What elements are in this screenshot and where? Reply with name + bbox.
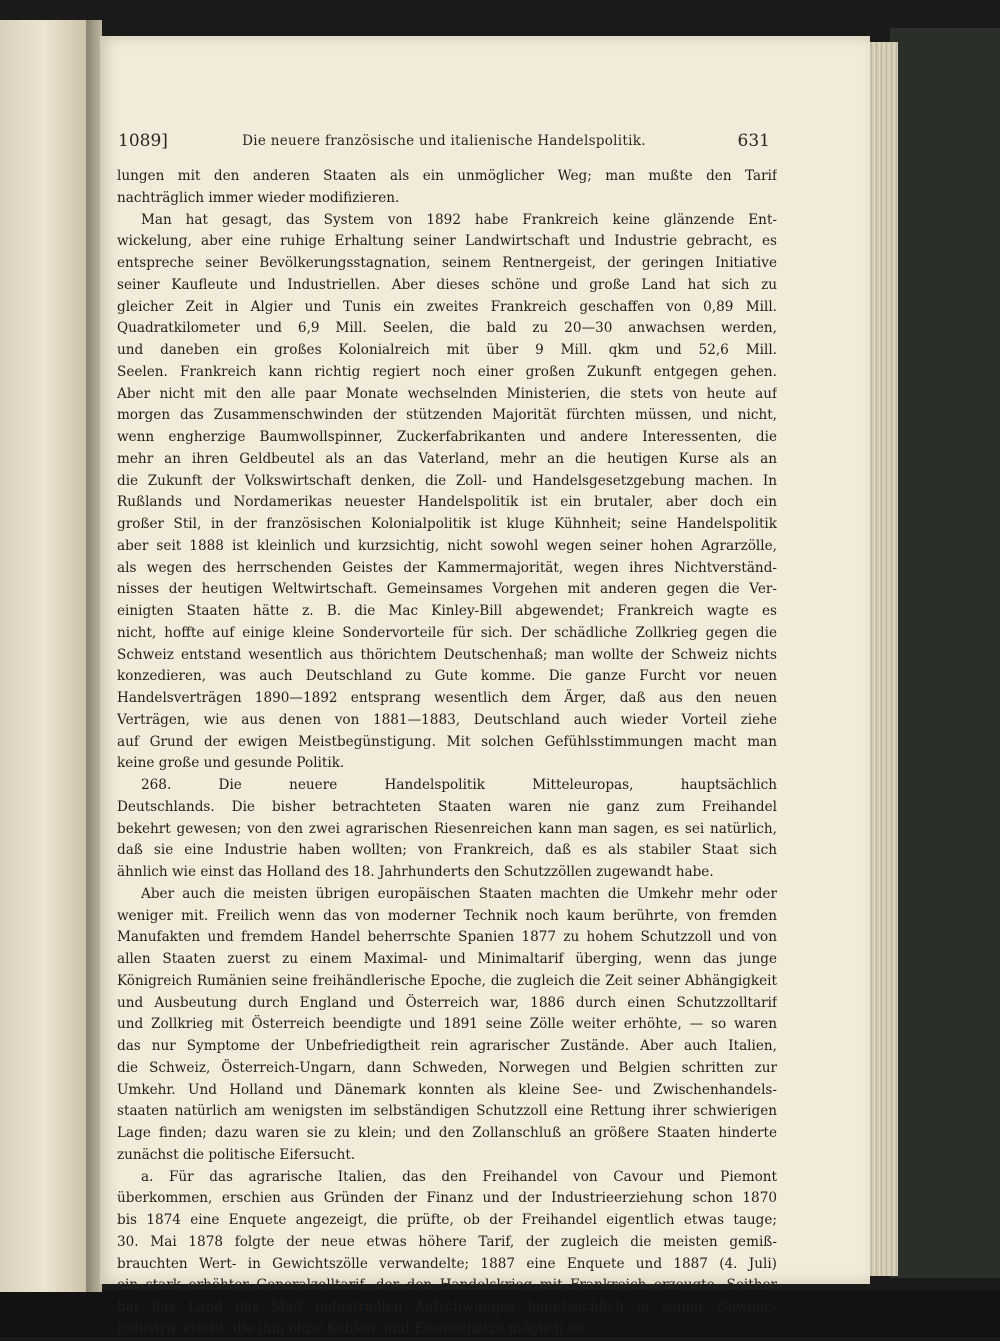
- text-line: wenn engherzige Baumwollspinner, Zuckerfabrikanten und andere Interessenten, die: [117, 429, 777, 445]
- text-line: bis 1874 eine Enquete angezeigt, die prüfte, ob der Freihandel eigentlich etwas tauge;: [117, 1212, 777, 1228]
- text-line: Deutschlands. Die bisher betrachteten Staaten waren nie ganz zum Freihandel: [117, 798, 777, 815]
- left-page: [0, 20, 88, 1292]
- text-line: als wegen des herrschenden Geistes der Kammermajorität, wegen ihres Nichtverständ-: [117, 559, 777, 576]
- running-title: Die neuere französische und italienische Handelspolitik.: [242, 133, 646, 149]
- text-line: ähnlich wie einst das Holland des 18. Jahrhunderts den Schutzzöllen zugewandt habe.: [117, 864, 714, 880]
- text-line: gleicher Zeit in Algier und Tunis ein zweites Frankreich geschaffen von 0,89 Mill.: [117, 298, 777, 315]
- text-line: Umkehr. Und Holland und Dänemark konnten als kleine See- und Zwischenhandels-: [117, 1081, 777, 1098]
- text-line: a. Für das agrarische Italien, das den Freihandel von Cavour und Piemont: [141, 1168, 777, 1185]
- text-line: Seelen. Frankreich kann richtig regiert noch einer großen Zukunft entgegen gehen.: [117, 363, 777, 380]
- text-line: nisses der heutigen Weltwirtschaft. Gemeinsames Vorgehen mit anderen gegen die Ver-: [117, 581, 777, 598]
- text-line: industrie erlebt, die ihm ohne Kohlen- und Eisenschätze möglich ist.: [117, 1320, 589, 1337]
- text-line: aber seit 1888 ist kleinlich und kurzsichtig, nicht sowohl wegen seiner hohen Agrarzölle,: [117, 537, 777, 554]
- text-line: Aber nicht mit den alle paar Monate wechselnden Ministerien, die stets von heute auf: [117, 385, 777, 402]
- text-line: nicht, hoffte auf einige kleine Sondervorteile für sich. Der schädliche Zollkrieg gegen die: [117, 624, 777, 641]
- text-line: allen Staaten zuerst zu einem Maximal- und Minimaltarif überging, wenn das junge: [117, 951, 777, 967]
- text-line: und daneben ein großes Kolonialreich mit über 9 Mill. qkm und 52,6 Mill.: [117, 342, 777, 358]
- text-line: Schweiz entstand wesentlich aus thörichtem Deutschenhaß; man wollte der Schweiz nichts: [117, 646, 777, 663]
- running-header: [118, 131, 770, 157]
- text-line: nachträglich immer wieder modifizieren.: [117, 189, 400, 206]
- text-line: lungen mit den anderen Staaten als ein unmöglicher Weg; man mußte den Tarif: [117, 168, 777, 184]
- text-line: Königreich Rumänien seine freihändlerische Epoche, die zugleich die Zeit seiner Abhängigkeit: [117, 972, 777, 989]
- page-edges: [868, 42, 898, 1276]
- text-line: 268. Die neuere Handelspolitik Mitteleuropas, hauptsächlich: [141, 777, 777, 793]
- text-line: überkommen, erschien aus Gründen der Finanz und der Industrieerziehung schon 1870: [117, 1190, 777, 1207]
- text-line: wickelung, aber eine ruhige Erhaltung seiner Landwirtschaft und Industrie gebracht, es: [117, 233, 777, 250]
- text-line: ein stark erhöhter Generalzolltarif, der den Handelskrieg mit Frankreich erzeugte. Seither: [117, 1277, 777, 1294]
- text-line: zunächst die politische Eifersucht.: [117, 1146, 356, 1163]
- text-line: keine große und gesunde Politik.: [117, 755, 345, 772]
- text-line: einigten Staaten hätte z. B. die Mac Kinley-Bill abgewendet; Frankreich wagte es: [117, 603, 777, 619]
- text-line: hat das Land das Maß industriellen Aufschwunges hauptsächlich in seiner Gewebe-: [117, 1299, 777, 1315]
- text-line: brauchten Wert- in Gewichtszölle verwandelte; 1887 eine Enquete und 1887 (4. Juli): [117, 1255, 777, 1272]
- text-line: staaten natürlich am wenigsten im selbständigen Schutzzoll eine Rettung ihrer schwierigen: [117, 1103, 777, 1120]
- page-number: 631: [737, 131, 770, 151]
- text-line: seiner Kaufleute und Industriellen. Aber dieses schöne und große Land hat sich zu: [117, 276, 777, 293]
- text-line: auf Grund der ewigen Meistbegünstigung. Mit solchen Gefühlsstimmungen macht man: [117, 733, 777, 750]
- text-line: Rußlands und Nordamerikas neuester Handelspolitik ist ein brutaler, aber doch ein: [117, 494, 777, 511]
- text-line: großer Stil, in der französischen Kolonialpolitik ist kluge Kühnheit; seine Handelspolitik: [117, 516, 777, 532]
- text-line: bekehrt gewesen; von den zwei agrarischen Riesenreichen kann man sagen, es sei natürlich,: [117, 820, 777, 837]
- text-line: morgen das Zusammenschwinden der stützenden Majorität fürchten müssen, und nicht,: [117, 407, 777, 424]
- text-line: das nur Symptome der Unbefriedigtheit rein agrarischer Zustände. Aber auch Italien,: [117, 1038, 777, 1054]
- text-line: und Ausbeutung durch England und Österreich war, 1886 durch einen Schutzzolltarif: [117, 994, 777, 1011]
- text-line: mehr an ihren Geldbeutel als an das Vaterland, mehr an die heutigen Kurse als an: [117, 450, 777, 467]
- text-line: Lage finden; dazu waren sie zu klein; und den Zollanschluß an größere Staaten hinderte: [117, 1125, 777, 1141]
- book-cover-edge: [890, 28, 1000, 1278]
- text-line: daß sie eine Industrie haben wollten; von Frankreich, daß es als stabiler Staat sich: [117, 842, 777, 859]
- text-line: 30. Mai 1878 folgte der neue etwas höhere Tarif, der zugleich die meisten gemiß-: [117, 1233, 777, 1250]
- text-line: Man hat gesagt, das System von 1892 habe Frankreich keine glänzende Ent-: [141, 211, 777, 228]
- book-page: [100, 36, 870, 1337]
- text-line: Quadratkilometer und 6,9 Mill. Seelen, die bald zu 20—30 anwachsen werden,: [117, 320, 777, 337]
- text-line: die Schweiz, Österreich-Ungarn, dann Schweden, Norwegen und Belgien schritten zur: [117, 1059, 777, 1076]
- text-line: die Zukunft der Volkswirtschaft denken, die Zoll- und Handelsgesetzgebung machen. In: [117, 472, 777, 489]
- text-line: Handelsverträgen 1890—1892 entsprang wesentlich dem Ärger, daß aus den neuen: [117, 690, 777, 706]
- text-line: konzedieren, was auch Deutschland zu Gute komme. Die ganze Furcht vor neuen: [117, 668, 777, 685]
- body-text: [117, 166, 777, 1341]
- text-line: und Zollkrieg mit Österreich beendigte und 1891 seine Zölle weiter erhöhte, — so waren: [117, 1016, 777, 1033]
- text-line: entspreche seiner Bevölkerungsstagnation, seinem Rentnergeist, der geringen Initiative: [117, 255, 777, 271]
- page-reference: 1089]: [118, 131, 168, 151]
- text-line: Aber auch die meisten übrigen europäischen Staaten machten die Umkehr mehr oder: [141, 885, 777, 902]
- text-line: Manufakten und fremdem Handel beherrschte Spanien 1877 zu hohem Schutzzoll und von: [117, 929, 777, 946]
- text-line: weniger mit. Freilich wenn das von moderner Technik noch kaum berührte, von fremden: [117, 907, 777, 924]
- text-line: Verträgen, wie aus denen von 1881—1883, Deutschland auch wieder Vorteil ziehe: [117, 711, 777, 728]
